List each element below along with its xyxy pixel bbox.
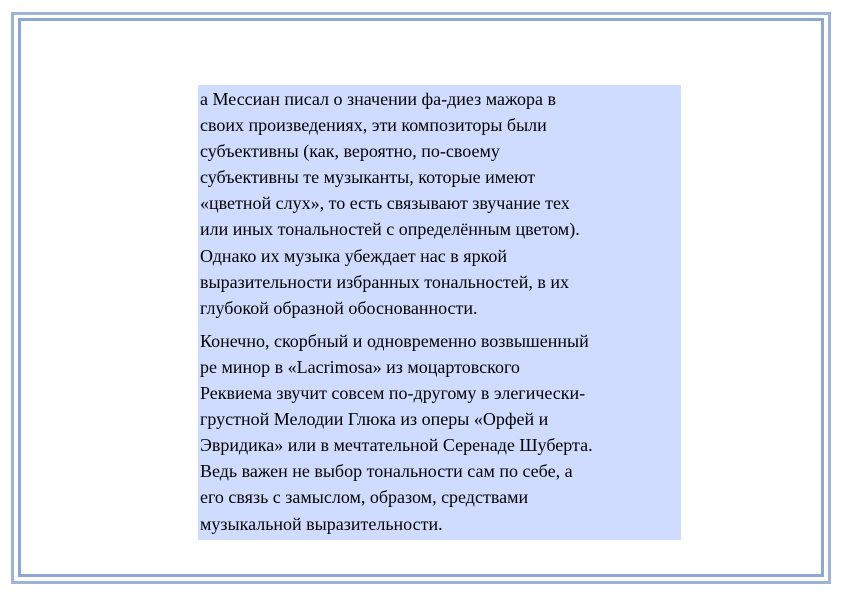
text-line: его связь с замыслом, образом, средствами bbox=[200, 487, 529, 508]
paragraph-2 bbox=[200, 328, 679, 537]
text-line: глубокой образной обоснованности. bbox=[200, 297, 478, 318]
text-line: субъективны те музыканты, которые имеют bbox=[200, 167, 536, 188]
text-line: или иных тональностей с определённым цветом). bbox=[200, 219, 580, 240]
text-line: выразительности избранных тональностей, в их bbox=[200, 271, 569, 292]
text-line: Эвридика» или в мечтательной Серенаде Шуберта. bbox=[200, 435, 593, 456]
text-line: «цветной слух», то есть связывают звучание тех bbox=[200, 193, 570, 214]
text-line: Ведь важен не выбор тональности сам по себе, а bbox=[200, 461, 573, 482]
text-line: субъективны (как, вероятно, по-своему bbox=[200, 141, 500, 162]
text-line: грустной Мелодии Глюка из оперы «Орфей и bbox=[200, 409, 549, 430]
slide-text-box bbox=[198, 85, 681, 540]
text-line: Реквиема звучит совсем по-другому в элегически- bbox=[200, 383, 586, 404]
text-line: ре минор в «Lacrimosa» из моцартовского bbox=[200, 356, 520, 377]
text-line: музыкальной выразительности. bbox=[200, 513, 443, 534]
paragraph-1 bbox=[200, 86, 679, 321]
text-line: Конечно, скорбный и одновременно возвышенный bbox=[200, 330, 589, 351]
text-line: Однако их музыка убеждает нас в яркой bbox=[200, 245, 508, 266]
text-line: а Мессиан писал о значении фа-диез мажора в bbox=[200, 89, 556, 109]
text-line: своих произведениях, эти композиторы были bbox=[200, 115, 547, 136]
